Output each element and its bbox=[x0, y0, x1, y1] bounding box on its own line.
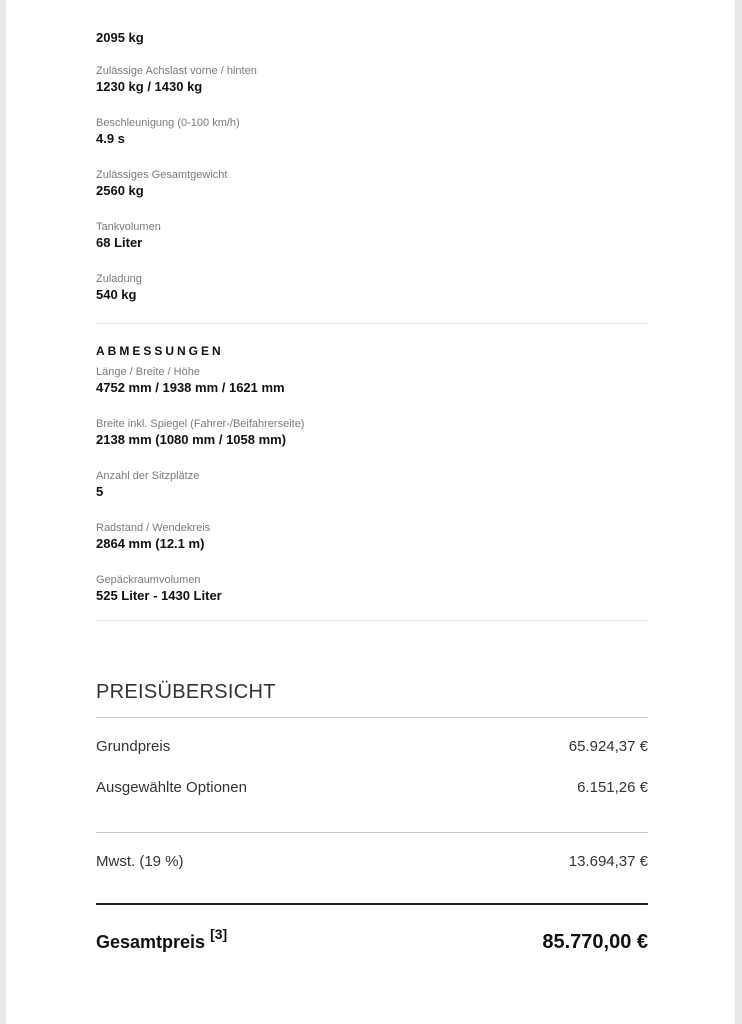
spec-item bbox=[96, 573, 648, 605]
spec-label: Zuladung bbox=[96, 273, 142, 285]
spec-label: Anzahl der Sitzplätze bbox=[96, 470, 200, 482]
spec-value: 2095 kg bbox=[96, 30, 144, 45]
price-value: 13.694,37 € bbox=[568, 853, 648, 870]
spec-value: 540 kg bbox=[96, 287, 137, 302]
price-row-vat bbox=[96, 853, 648, 870]
spec-item bbox=[96, 168, 648, 200]
spec-label: Länge / Breite / Höhe bbox=[96, 366, 200, 378]
spec-value: 4752 mm / 1938 mm / 1621 mm bbox=[96, 380, 285, 395]
total-label: Gesamtpreis bbox=[96, 932, 206, 952]
section-divider bbox=[96, 323, 648, 324]
spec-label: Gepäckraumvolumen bbox=[96, 574, 201, 586]
spec-label: Zulässige Achslast vorne / hinten bbox=[96, 65, 257, 77]
spec-value: 2864 mm (12.1 m) bbox=[96, 536, 205, 551]
spec-value: 2560 kg bbox=[96, 183, 144, 198]
price-divider bbox=[96, 832, 648, 833]
section-divider bbox=[96, 620, 648, 621]
price-label: Ausgewählte Optionen bbox=[96, 779, 247, 796]
price-row-options bbox=[96, 779, 648, 796]
spec-item bbox=[96, 365, 648, 397]
spec-item bbox=[96, 116, 648, 148]
spec-value: 1230 kg / 1430 kg bbox=[96, 79, 203, 94]
total-label-group bbox=[96, 928, 227, 953]
price-label: Mwst. (19 %) bbox=[96, 853, 184, 870]
spec-label: Beschleunigung (0-100 km/h) bbox=[96, 117, 240, 129]
spec-item bbox=[96, 220, 648, 252]
spec-label: Zulässiges Gesamtgewicht bbox=[96, 169, 228, 181]
spec-item bbox=[96, 521, 648, 553]
spec-label: Tankvolumen bbox=[96, 221, 161, 233]
footnote-link[interactable]: [3] bbox=[210, 926, 228, 942]
spec-item bbox=[96, 469, 648, 501]
price-row-base bbox=[96, 738, 648, 755]
spec-value: 2138 mm (1080 mm / 1058 mm) bbox=[96, 432, 287, 447]
total-value: 85.770,00 € bbox=[542, 931, 648, 953]
section-title-dimensions: ABMESSUNGEN bbox=[96, 344, 224, 358]
price-row-total bbox=[96, 928, 648, 954]
spec-item bbox=[96, 272, 648, 304]
total-divider bbox=[96, 903, 648, 905]
spec-label: Breite inkl. Spiegel (Fahrer-/Beifahrerseite) bbox=[96, 418, 305, 430]
page bbox=[6, 0, 735, 1024]
price-value: 65.924,37 € bbox=[568, 738, 648, 755]
spec-value: 5 bbox=[96, 484, 104, 499]
spec-value: 4.9 s bbox=[96, 131, 125, 146]
spec-value: 68 Liter bbox=[96, 235, 143, 250]
price-label: Grundpreis bbox=[96, 738, 171, 755]
spec-value: 525 Liter - 1430 Liter bbox=[96, 588, 222, 603]
spec-item bbox=[96, 64, 648, 96]
spec-label: Radstand / Wendekreis bbox=[96, 522, 211, 534]
price-divider bbox=[96, 717, 648, 718]
price-value: 6.151,26 € bbox=[577, 779, 648, 796]
spec-item bbox=[96, 29, 648, 47]
spec-item bbox=[96, 417, 648, 449]
price-overview-title: PREISÜBERSICHT bbox=[96, 681, 276, 703]
